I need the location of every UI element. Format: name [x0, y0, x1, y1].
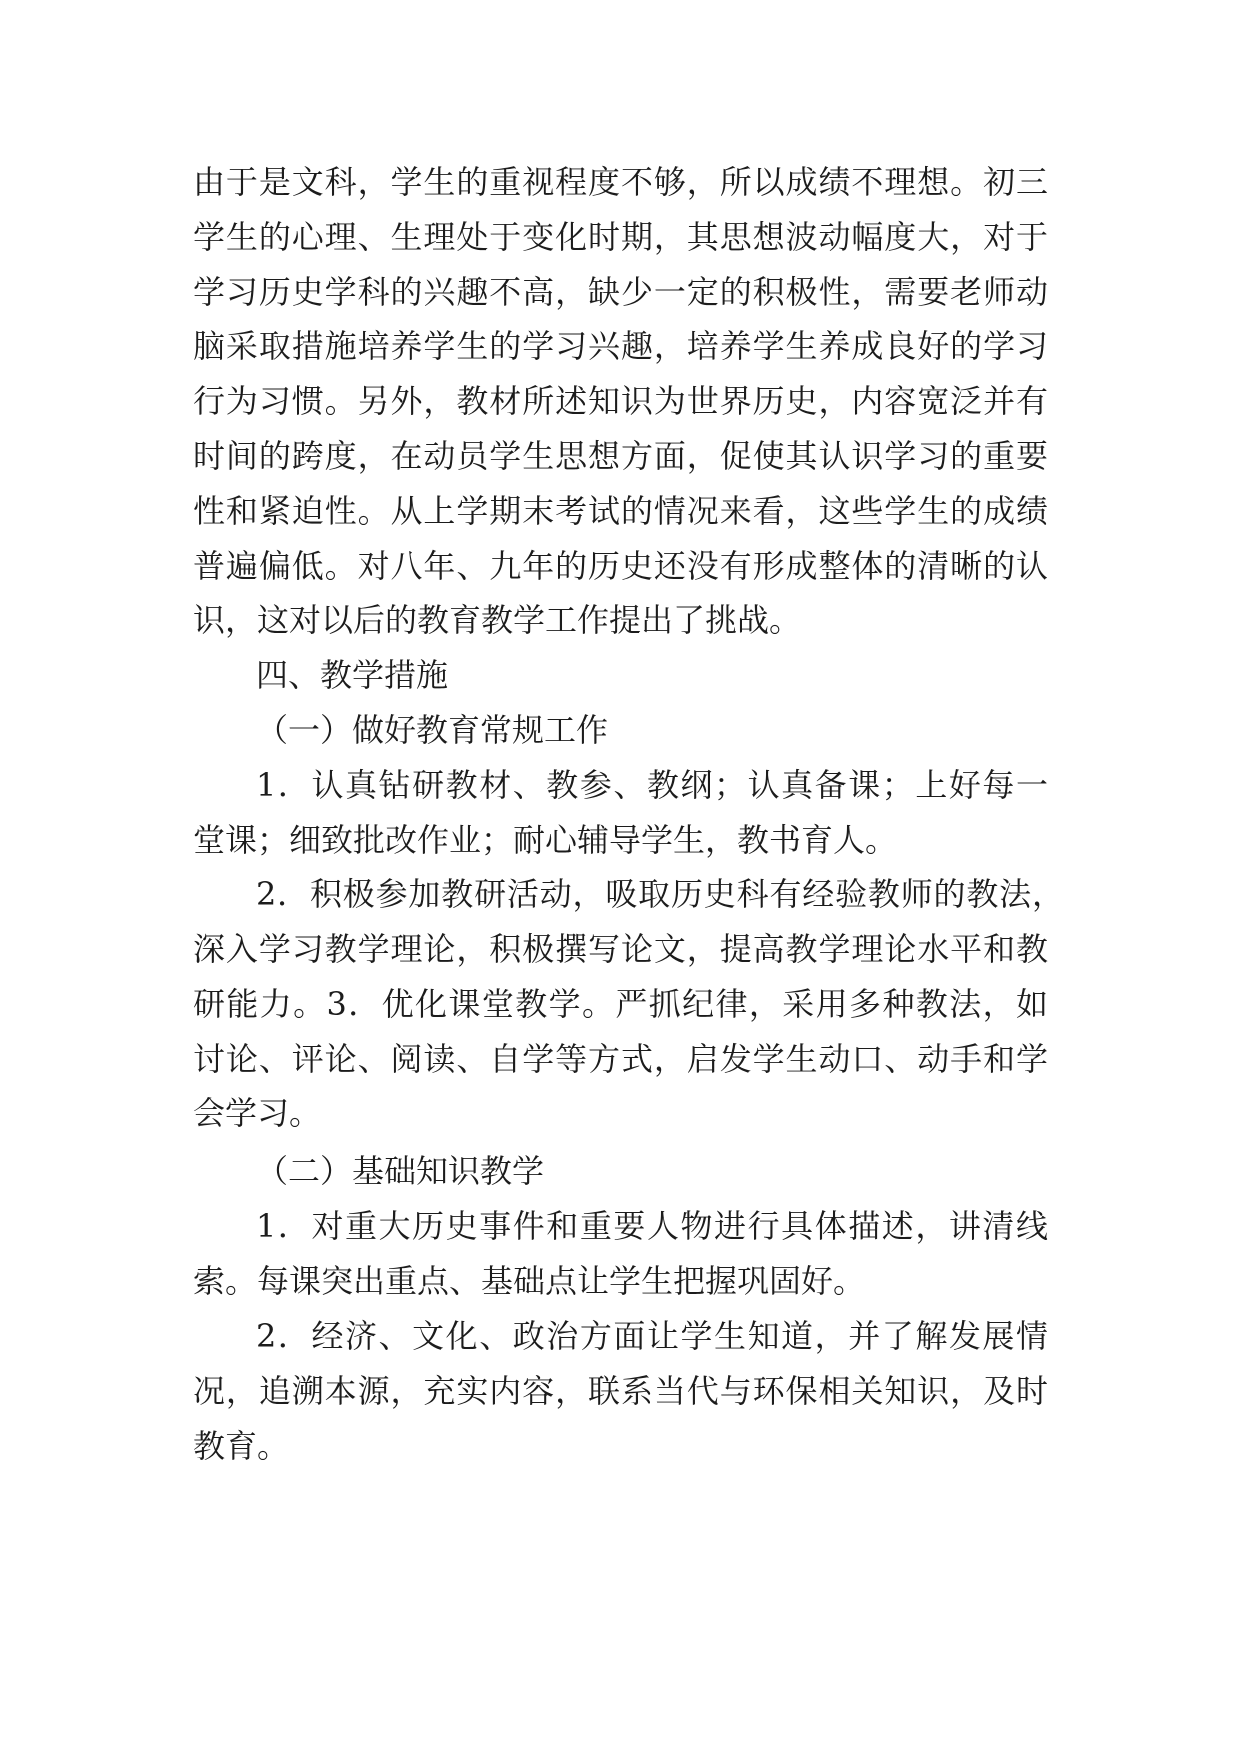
- text-line: 堂课；细致批改作业；耐心辅导学生，教书育人。: [193, 821, 898, 859]
- text-line: 学习历史学科的兴趣不高，缺少一定的积极性，需要老师动: [193, 273, 1048, 311]
- text-line: 四、教学措施: [256, 656, 449, 694]
- text-line: 1．认真钻研教材、教参、教纲；认真备课；上好每一: [256, 766, 1048, 804]
- text-line: 讨论、评论、阅读、自学等方式，启发学生动口、动手和学: [193, 1040, 1048, 1078]
- text-line: 2．积极参加教研活动，吸取历史科有经验教师的教法，: [256, 875, 1064, 913]
- text-line: 1．对重大历史事件和重要人物进行具体描述，讲清线: [256, 1207, 1048, 1245]
- text-line: 2．经济、文化、政治方面让学生知道，并了解发展情: [256, 1317, 1048, 1355]
- text-line: 脑采取措施培养学生的学习兴趣，培养学生养成良好的学习: [193, 327, 1048, 365]
- text-line: 由于是文科，学生的重视程度不够，所以成绩不理想。初三: [193, 163, 1048, 201]
- text-line: 学生的心理、生理处于变化时期，其思想波动幅度大，对于: [193, 218, 1048, 256]
- text-line: 识，这对以后的教育教学工作提出了挑战。: [193, 601, 802, 639]
- text-line: 教育。: [193, 1427, 290, 1465]
- text-line: 行为习惯。另外，教材所述知识为世界历史，内容宽泛并有: [193, 382, 1048, 420]
- text-line: 研能力。3．优化课堂教学。严抓纪律，采用多种教法，如: [193, 985, 1048, 1023]
- text-line: 深入学习教学理论，积极撰写论文，提高教学理论水平和教: [193, 930, 1048, 968]
- text-line: 性和紧迫性。从上学期末考试的情况来看，这些学生的成绩: [193, 492, 1048, 530]
- text-line: 会学习。: [193, 1094, 322, 1132]
- text-line: （二）基础知识教学: [256, 1152, 545, 1190]
- text-line: 时间的跨度，在动员学生思想方面，促使其认识学习的重要: [193, 437, 1048, 475]
- text-line: （一）做好教育常规工作: [256, 711, 609, 749]
- text-line: 普遍偏低。对八年、九年的历史还没有形成整体的清晰的认: [193, 547, 1048, 585]
- text-line: 索。每课突出重点、基础点让学生把握巩固好。: [193, 1262, 866, 1300]
- text-line: 况，追溯本源，充实内容，联系当代与环保相关知识，及时: [193, 1372, 1048, 1410]
